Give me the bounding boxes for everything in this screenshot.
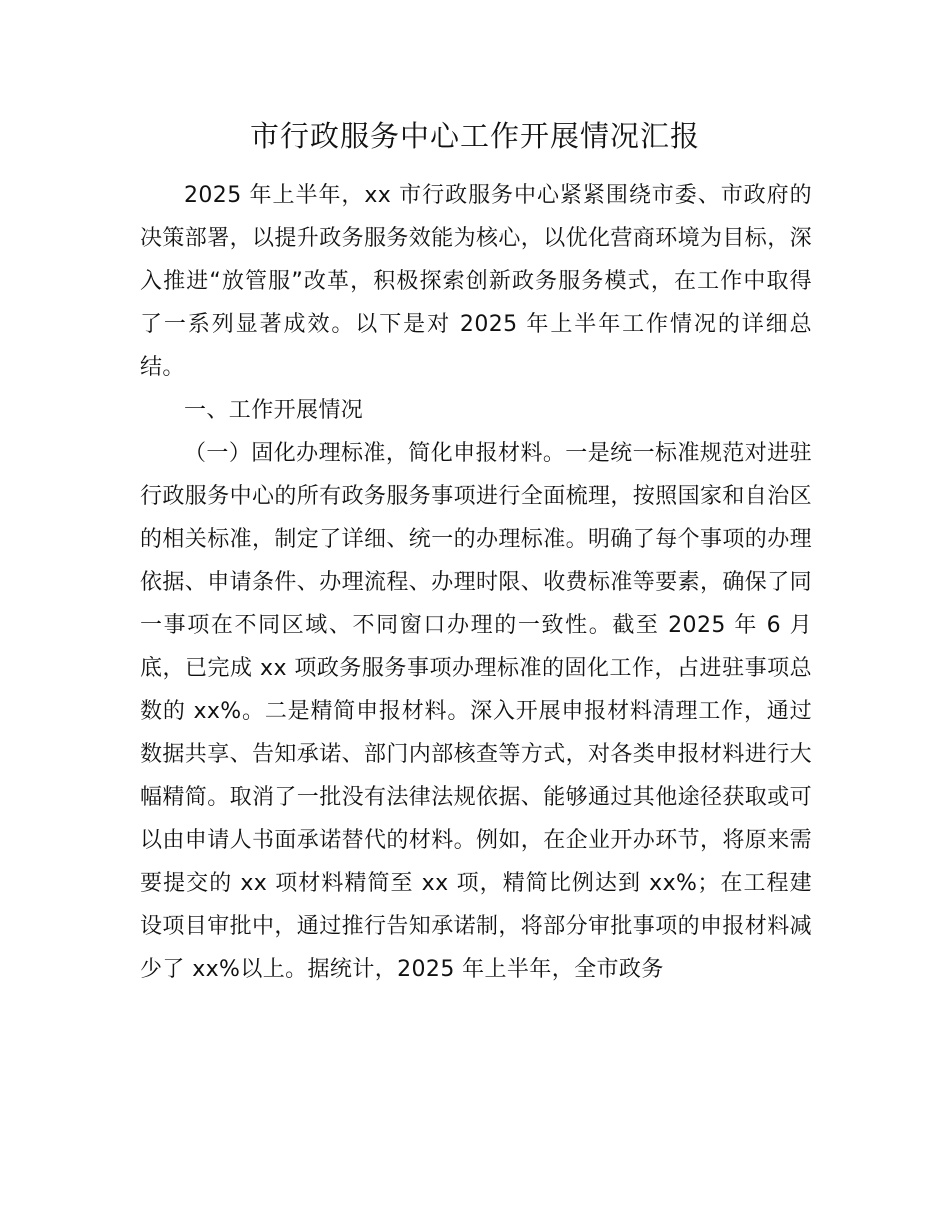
document-body (140, 174, 812, 991)
section-heading: 一、工作开展情况 (184, 398, 364, 423)
body-paragraph: （一）固化办理标准，简化申报材料。一是统一标准规范对进驻行政服务中心的所有政务服务事项进行全面梳理，按照国家和自治区的相关标准，制定了详细、统一的办理标准。明确了每个事项的办理依据、申请条件、办理流程、办理时限、收费标准等要素，确保了同一事项在不同区域、不同窗口办理的一致性。截至 2025 年 6 月底，已完成 xx 项政务服务事项办理标准的固化工作，占进驻事项总数的 xx%。二是精简申报材料。深入开展申报材料清理工作，通过数据共享、告知承诺、部门内部核查等方式，对各类申报材料进行大幅精简。取消了一批没有法律法规依据、能够通过其他途径获取或可以由申请人书面承诺替代的材料。例如，在企业开办环节，将原来需要提交的 xx 项材料精简至 xx 项，精简比例达到 xx%；在工程建设项目审批中，通过推行告知承诺制，将部分审批事项的申报材料减少了 xx%以上。据统计，2025 年上半年，全市政务 (140, 441, 813, 982)
document-title: 市行政服务中心工作开展情况汇报 (249, 119, 700, 153)
intro-paragraph: 2025 年上半年，xx 市行政服务中心紧紧围绕市委、市政府的决策部署，以提升政务服务效能为核心，以优化营商环境为目标，深入推进“放管服”改革，积极探索创新政务服务模式，在工作中取得了一系列显著成效。以下是对 2025 年上半年工作情况的详细总结。 (140, 183, 813, 380)
